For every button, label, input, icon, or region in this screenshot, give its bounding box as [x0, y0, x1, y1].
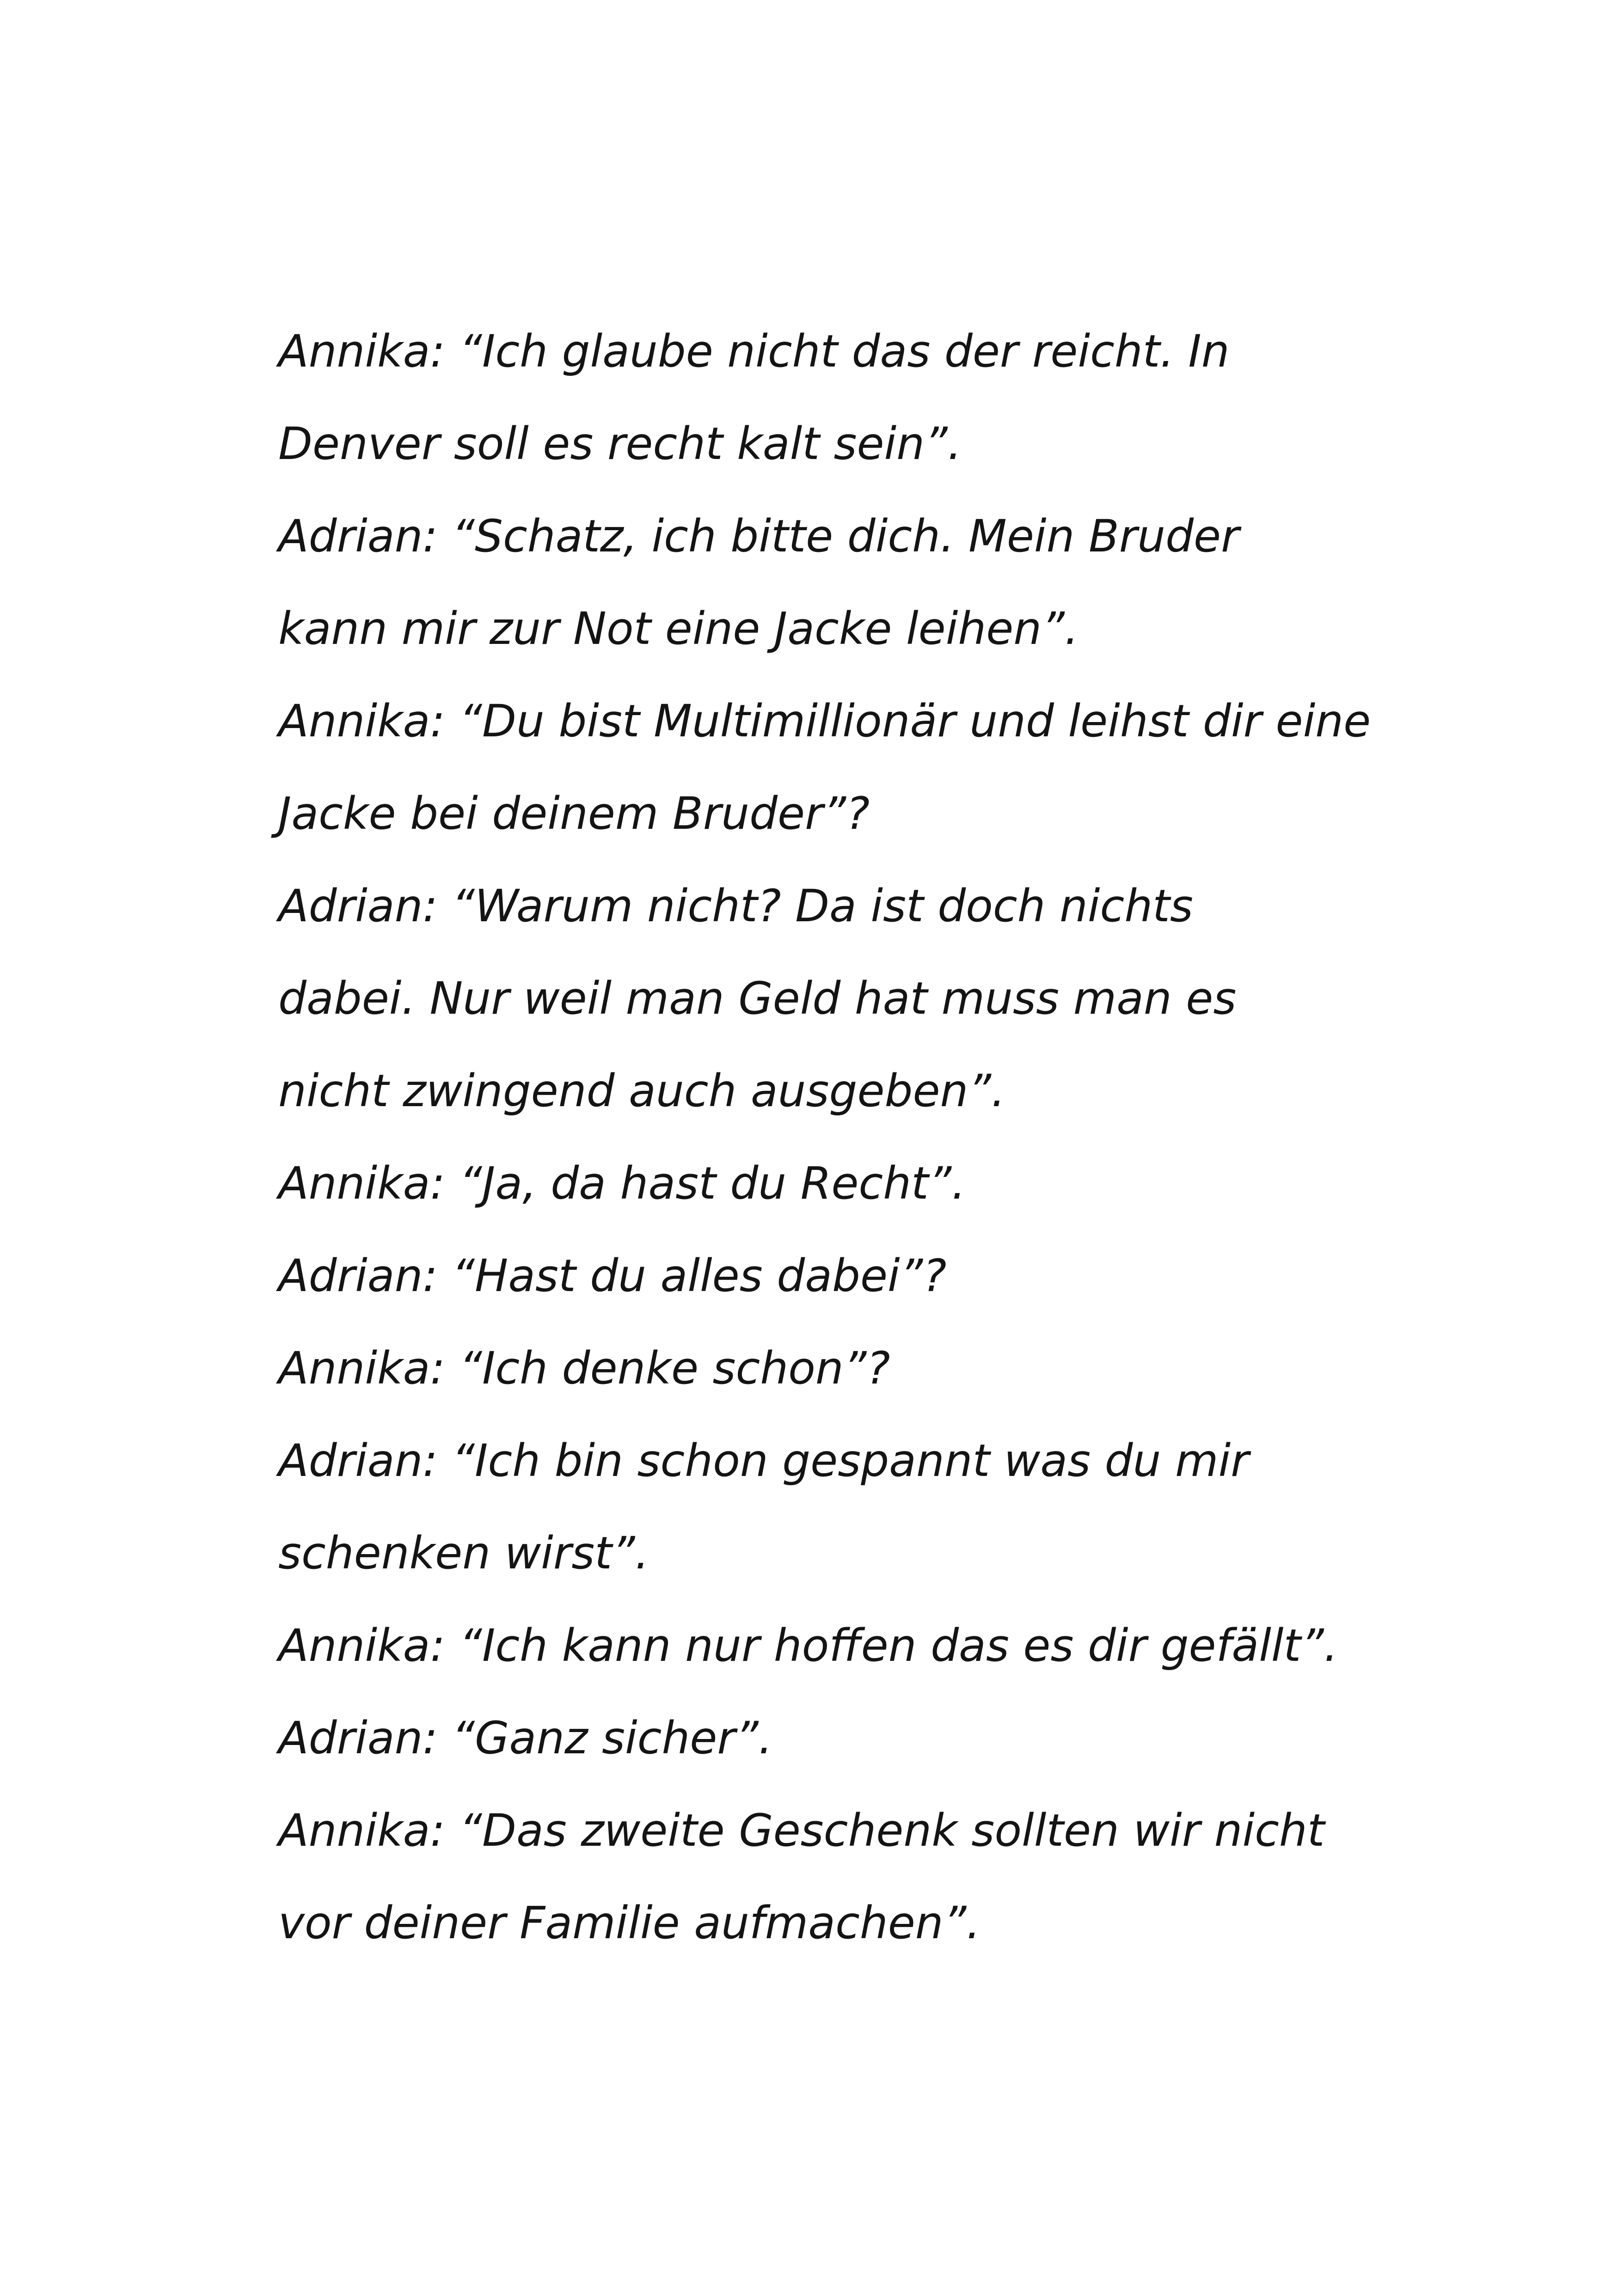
text-line: dabei. Nur weil man Geld hat muss man es — [278, 973, 1237, 1024]
text-line: Annika: “Du bist Multimillionär und leihst dir eine — [278, 695, 1371, 747]
dialogue-text — [278, 314, 1388, 1978]
text-line: Adrian: “Ganz sicher”. — [278, 1712, 773, 1764]
text-line: Jacke bei deinem Bruder”? — [278, 788, 870, 839]
text-line: Adrian: “Warum nicht? Da ist doch nichts — [278, 880, 1193, 932]
text-line: Annika: “Das zweite Geschenk sollten wir nicht — [278, 1805, 1325, 1856]
text-line: Adrian: “Schatz, ich bitte dich. Mein Bruder — [278, 510, 1239, 562]
text-line: Denver soll es recht kalt sein”. — [278, 418, 962, 470]
text-line: Adrian: “Hast du alles dabei”? — [278, 1250, 947, 1302]
text-line: Annika: “Ich denke schon”? — [278, 1342, 890, 1394]
text-line: Annika: “Ich glaube nicht das der reicht. In — [278, 325, 1230, 377]
text-line: kann mir zur Not eine Jacke leihen”. — [278, 603, 1079, 655]
text-line: Annika: “Ich kann nur hoffen das es dir gefällt”. — [278, 1620, 1338, 1671]
text-line: vor deiner Familie aufmachen”. — [278, 1897, 981, 1949]
text-line: Annika: “Ja, da hast du Recht”. — [278, 1157, 966, 1209]
text-line: nicht zwingend auch ausgeben”. — [278, 1065, 1005, 1117]
text-line: schenken wirst”. — [278, 1527, 650, 1579]
text-line: Adrian: “Ich bin schon gespannt was du mir — [278, 1435, 1249, 1487]
